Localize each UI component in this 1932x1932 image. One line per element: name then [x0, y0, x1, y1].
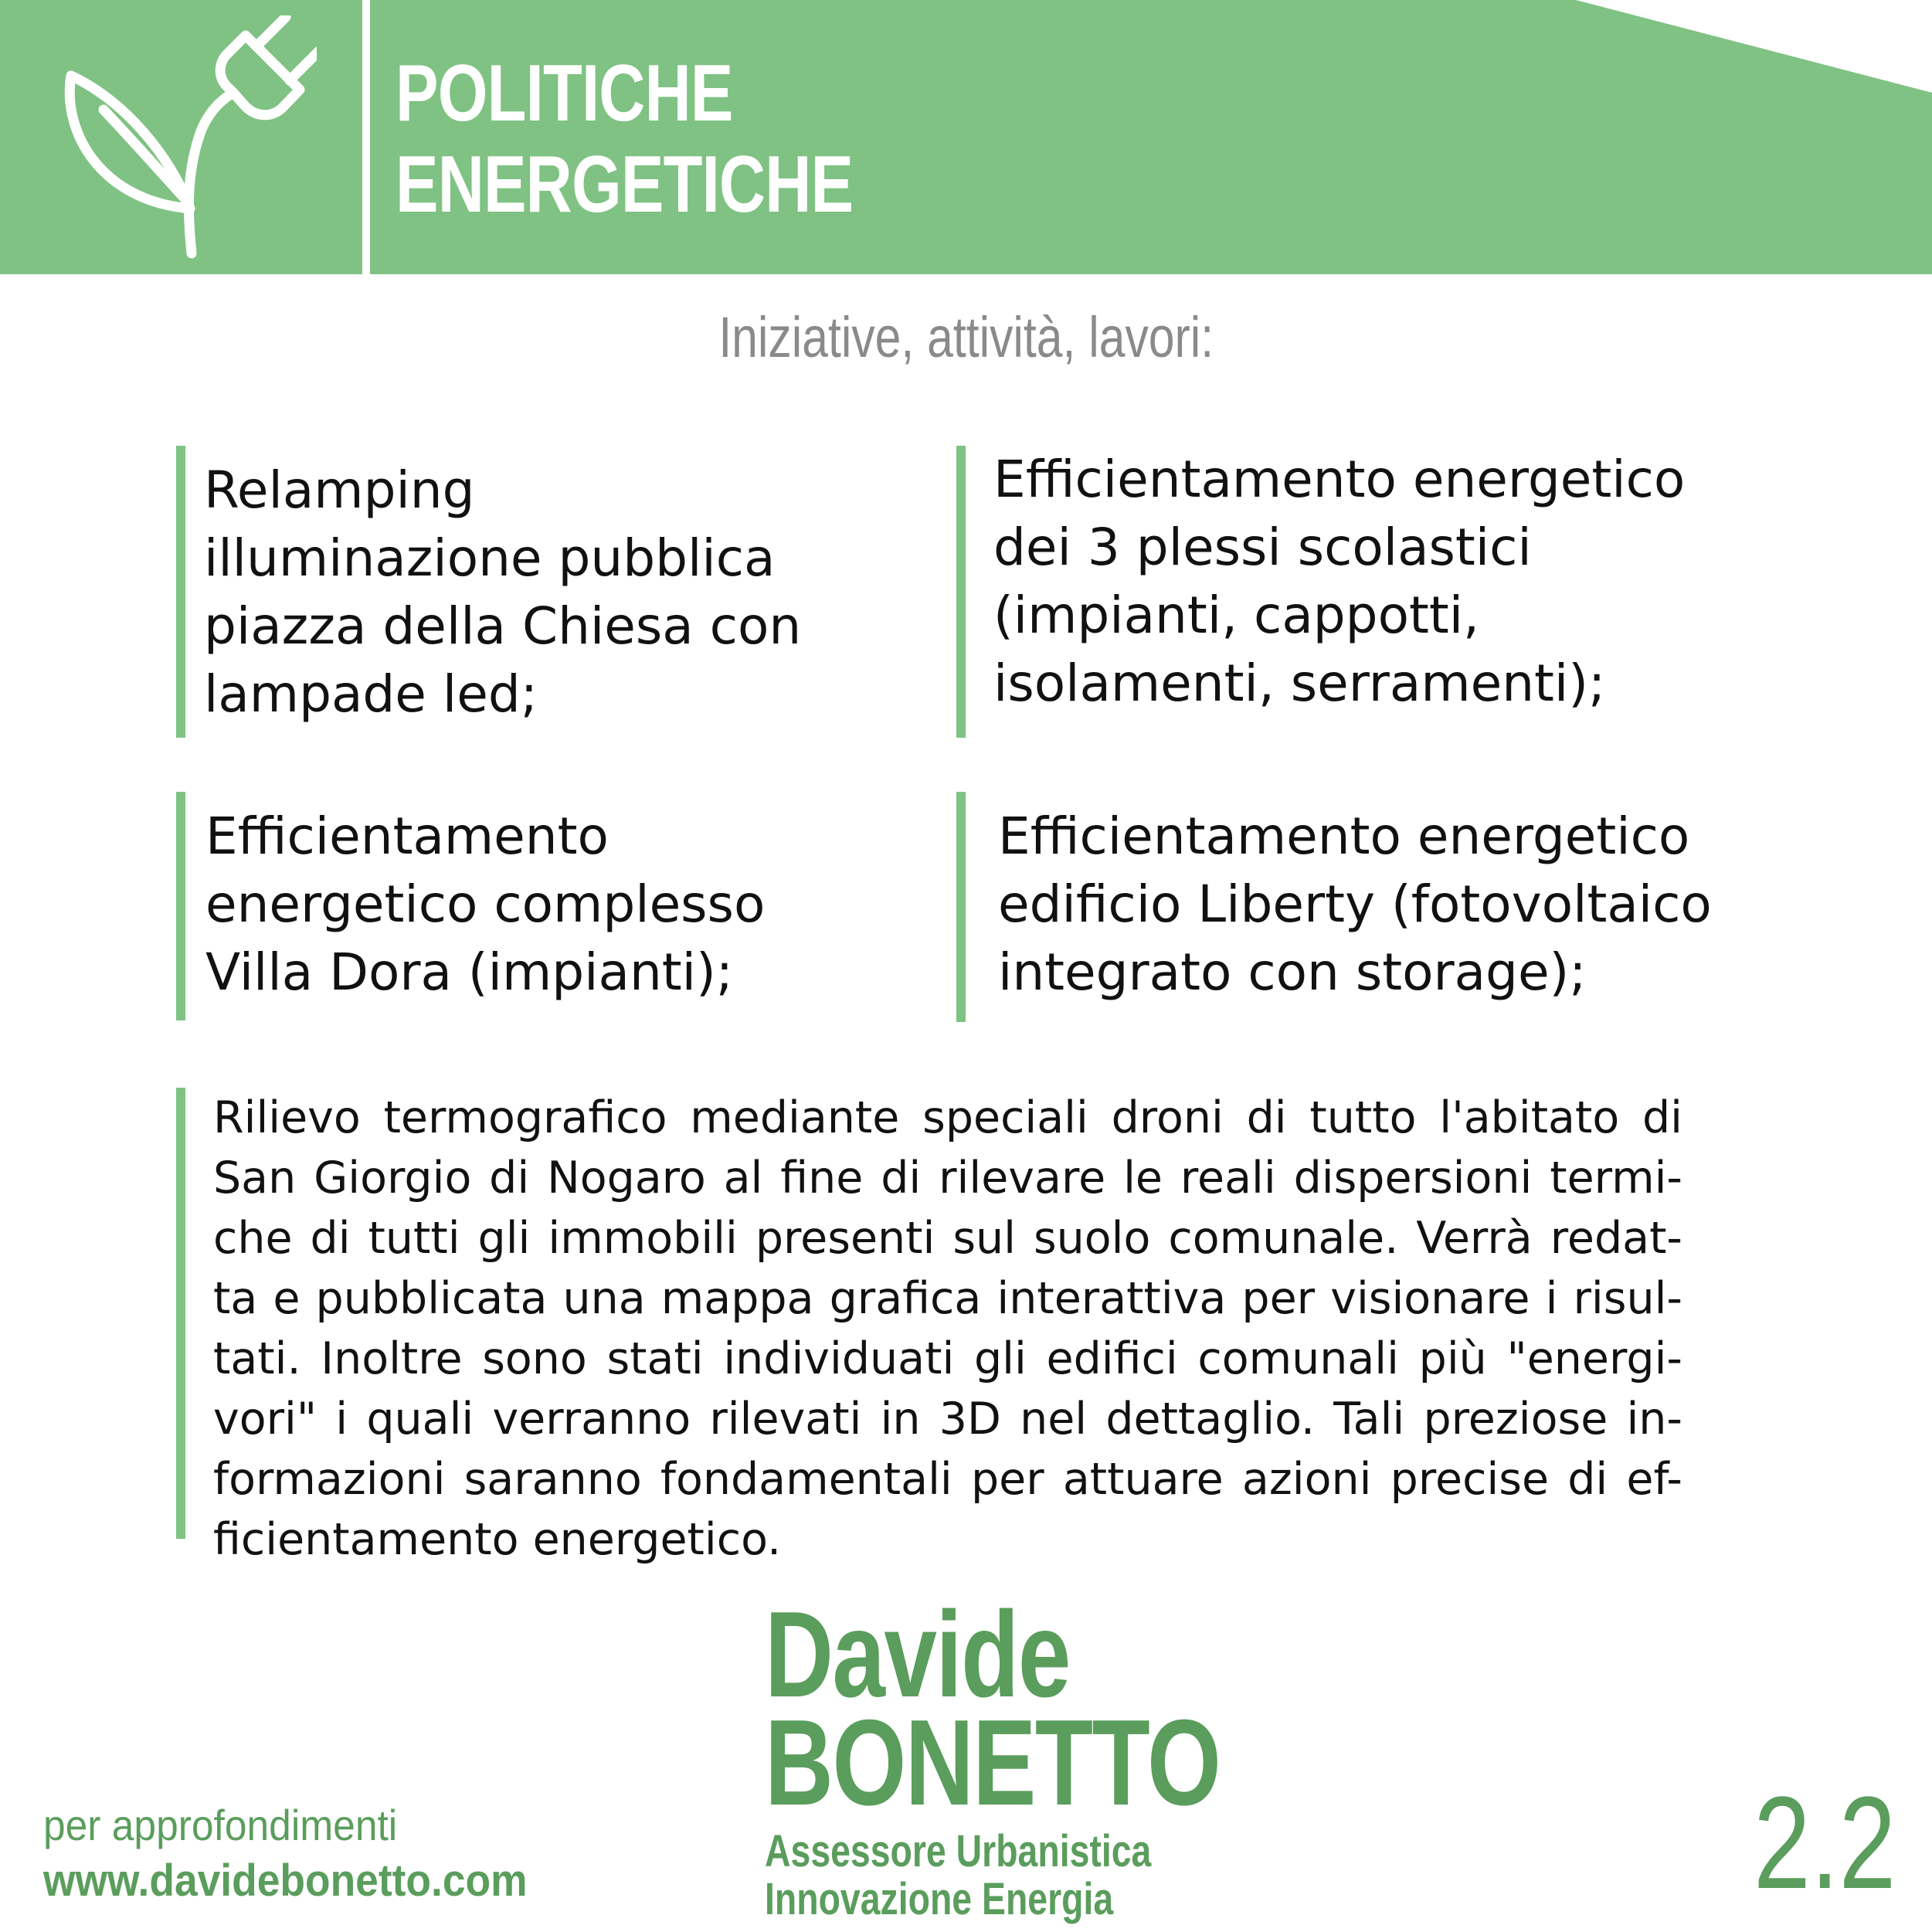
- initiative-item-schools: Efficientamento energetico dei 3 plessi scolastici (impianti, cappotti, isolamenti, serramenti);: [956, 446, 1775, 738]
- brand-signature: [765, 1587, 1349, 1924]
- header-divider: [362, 0, 370, 274]
- website-link[interactable]: www.davidebonetto.com: [43, 1856, 528, 1906]
- brand-role-line2: Innovazione Energia: [765, 1874, 1114, 1924]
- page-title: [396, 48, 853, 230]
- header-corner-decoration: [1576, 0, 1932, 93]
- section-subtitle: Iniziative, attività, lavori:: [718, 305, 1214, 369]
- thermographic-survey-description: Rilievo termografico mediante speciali droni di tutto l'abitato di San Giorgio di Nogaro al fine di rilevare le reali dispersioni termi- che di tutti gli immobili presenti sul suolo comunale. Verrà redat- ta e pubblicata una mappa grafica interattiva per visionare i risul- tati. Inoltre sono stati individuati gli edifici comunali più "energi- vori" i quali verranno rilevati in 3D nel dettaglio. Tali preziose in- formazioni saranno fondamentali per attuare azioni precise di ef- ficientamento energetico.: [176, 1088, 1721, 1539]
- page-title-line1: POLITICHE: [396, 49, 733, 138]
- initiative-item-relamping: Relamping illuminazione pubblica piazza della Chiesa con lampade led;: [176, 446, 856, 738]
- page-title-line2: ENERGETICHE: [396, 140, 854, 229]
- brand-role-line1: Assessore Urbanistica: [765, 1826, 1152, 1876]
- footer-label: per approfondimenti: [43, 1801, 398, 1849]
- brand-last-name: BONETTO: [765, 1695, 1221, 1831]
- initiative-item-liberty: Efficientamento energetico edificio Liberty (fotovoltaico integrato con storage);: [956, 792, 1775, 1022]
- leaf-plug-icon: [54, 15, 317, 263]
- page-number: 2.2: [1754, 1770, 1896, 1917]
- initiative-item-villa-dora: Efficientamento energetico complesso Villa Dora (impianti);: [176, 792, 856, 1020]
- brand-first-name: Davide: [765, 1587, 1070, 1723]
